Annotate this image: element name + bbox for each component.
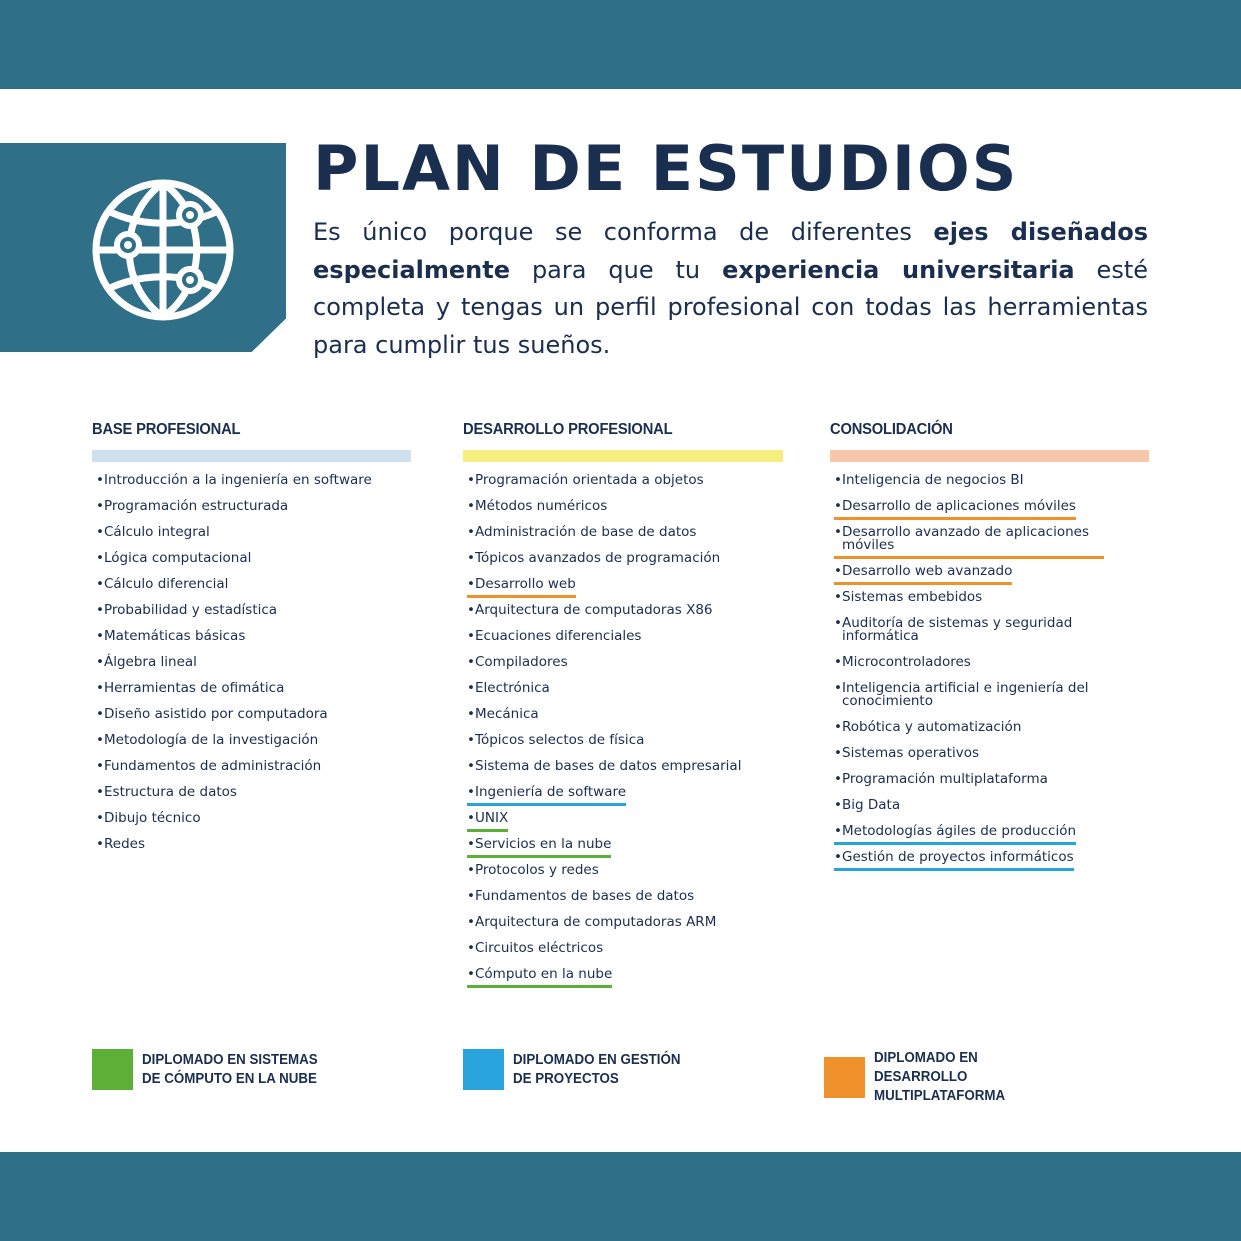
bullet-icon: • <box>467 784 475 800</box>
course-name: UNIX <box>475 810 509 826</box>
course-item <box>463 812 783 838</box>
course-item-wrap <box>467 630 641 647</box>
bullet-icon: • <box>467 914 475 930</box>
course-name: Electrónica <box>475 680 550 696</box>
course-item <box>92 682 411 708</box>
course-name: Matemáticas básicas <box>104 628 246 644</box>
course-name: Protocolos y redes <box>475 862 599 878</box>
course-item <box>830 747 1149 773</box>
course-name: Circuitos eléctricos <box>475 940 604 956</box>
course-item <box>92 760 411 786</box>
course-name: Lógica computacional <box>104 550 252 566</box>
bullet-icon: • <box>467 680 475 696</box>
course-name: Estructura de datos <box>104 784 237 800</box>
course-item-wrap <box>96 838 145 855</box>
column-consolidacion <box>830 421 1149 877</box>
intro-text: esté completa y tengas un perfil profesional con todas las herramientas para cumplir tus sueños. <box>313 255 1148 359</box>
bullet-icon: • <box>467 732 475 748</box>
course-name: Metodologías ágiles de producción <box>842 823 1077 839</box>
legend-item-proyectos <box>463 1049 713 1090</box>
intro-emphasis: ejes diseñados especialmente <box>313 218 1148 284</box>
bullet-icon: • <box>834 563 842 579</box>
course-name: Mecánica <box>475 706 539 722</box>
course-name: Cómputo en la nube <box>475 966 613 982</box>
course-item <box>830 656 1149 682</box>
course-item-wrap <box>834 851 1074 871</box>
course-item-wrap <box>834 656 971 673</box>
course-item-wrap <box>834 799 900 816</box>
course-name: Diseño asistido por computadora <box>104 706 328 722</box>
bullet-icon: • <box>96 732 104 748</box>
bullet-icon: • <box>834 797 842 813</box>
bullet-icon: • <box>834 472 842 488</box>
bullet-icon: • <box>467 810 475 826</box>
bullet-icon: • <box>834 680 842 696</box>
course-item <box>92 500 411 526</box>
course-item <box>830 851 1149 877</box>
bullet-icon: • <box>467 524 475 540</box>
course-item <box>92 734 411 760</box>
bullet-icon: • <box>96 524 104 540</box>
course-item <box>830 500 1149 526</box>
bullet-icon: • <box>467 862 475 878</box>
course-item-wrap <box>834 474 1024 491</box>
course-list <box>463 474 783 994</box>
course-item <box>830 591 1149 617</box>
column-desarrollo-profesional <box>463 421 783 994</box>
course-item <box>92 630 411 656</box>
course-item-wrap <box>96 734 318 751</box>
course-name: Redes <box>104 836 145 852</box>
legend-swatch-green <box>92 1049 133 1090</box>
course-name: Auditoría de sistemas y seguridad informática <box>842 615 1073 644</box>
bullet-icon: • <box>467 940 475 956</box>
bullet-icon: • <box>834 745 842 761</box>
course-item-wrap <box>96 578 228 595</box>
bullet-icon: • <box>467 836 475 852</box>
course-name: Metodología de la investigación <box>104 732 319 748</box>
course-name: Álgebra lineal <box>104 654 197 670</box>
course-name: Programación multiplataforma <box>842 771 1048 787</box>
course-name: Herramientas de ofimática <box>104 680 285 696</box>
legend-swatch-blue <box>463 1049 504 1090</box>
course-item-wrap <box>467 604 713 621</box>
course-item-wrap <box>834 773 1048 790</box>
course-item <box>92 708 411 734</box>
bullet-icon: • <box>96 680 104 696</box>
bullet-icon: • <box>834 589 842 605</box>
course-item <box>463 760 783 786</box>
course-item-wrap <box>834 617 1104 647</box>
bullet-icon: • <box>96 836 104 852</box>
course-item <box>92 656 411 682</box>
course-name: Cálculo diferencial <box>104 576 229 592</box>
course-name: Gestión de proyectos informáticos <box>842 849 1074 865</box>
course-name: Sistema de bases de datos empresarial <box>475 758 742 774</box>
legend-swatch-orange <box>824 1057 865 1098</box>
course-item-wrap <box>467 864 599 881</box>
bullet-icon: • <box>834 719 842 735</box>
bullet-icon: • <box>467 628 475 644</box>
course-item-wrap <box>96 812 201 829</box>
bullet-icon: • <box>467 966 475 982</box>
legend-label: DIPLOMADO EN DESARROLLO MULTIPLATAFORMA <box>874 1050 1006 1104</box>
bullet-icon: • <box>467 706 475 722</box>
course-name: Tópicos selectos de física <box>475 732 645 748</box>
legend-label: DIPLOMADO EN SISTEMAS DE CÓMPUTO EN LA NUBE <box>142 1051 318 1087</box>
course-item-wrap <box>467 500 607 517</box>
page-title: PLAN DE ESTUDIOS <box>313 132 1019 205</box>
course-item <box>463 786 783 812</box>
course-item <box>463 526 783 552</box>
bullet-icon: • <box>834 654 842 670</box>
column-title: CONSOLIDACIÓN <box>830 421 953 438</box>
course-item <box>463 890 783 916</box>
course-item-wrap <box>467 760 741 777</box>
course-name: Programación orientada a objetos <box>475 472 704 488</box>
course-item <box>830 617 1149 656</box>
course-item <box>463 916 783 942</box>
course-item-wrap <box>467 656 568 673</box>
course-item <box>463 604 783 630</box>
bullet-icon: • <box>834 498 842 514</box>
course-item <box>92 786 411 812</box>
course-item-wrap <box>834 526 1104 559</box>
course-name: Desarrollo avanzado de aplicaciones móviles <box>842 524 1089 553</box>
course-name: Compiladores <box>475 654 568 670</box>
bullet-icon: • <box>834 849 842 865</box>
bullet-icon: • <box>96 654 104 670</box>
course-item <box>92 474 411 500</box>
bottom-band <box>0 1152 1241 1241</box>
course-item-wrap <box>467 890 694 907</box>
course-item-wrap <box>96 786 237 803</box>
course-name: Dibujo técnico <box>104 810 201 826</box>
bullet-icon: • <box>96 498 104 514</box>
course-item-wrap <box>96 552 251 569</box>
bullet-icon: • <box>96 628 104 644</box>
course-item <box>463 500 783 526</box>
course-item <box>463 474 783 500</box>
course-item <box>830 825 1149 851</box>
course-item <box>830 799 1149 825</box>
course-item-wrap <box>834 682 1104 712</box>
course-list <box>830 474 1149 877</box>
course-item-wrap <box>96 526 210 543</box>
bullet-icon: • <box>467 576 475 592</box>
course-name: Ecuaciones diferenciales <box>475 628 642 644</box>
course-name: Servicios en la nube <box>475 836 612 852</box>
course-item-wrap <box>467 526 696 543</box>
course-item <box>463 968 783 994</box>
intro-emphasis: experiencia universitaria <box>722 255 1075 284</box>
course-item-wrap <box>96 604 277 621</box>
course-name: Programación estructurada <box>104 498 289 514</box>
course-item-wrap <box>96 500 288 517</box>
course-item <box>92 812 411 838</box>
course-item <box>92 552 411 578</box>
legend-item-multiplataforma <box>824 1049 1074 1106</box>
course-name: Sistemas operativos <box>842 745 979 761</box>
course-name: Desarrollo web avanzado <box>842 563 1013 579</box>
bullet-icon: • <box>96 550 104 566</box>
course-name: Ingeniería de software <box>475 784 627 800</box>
column-title: DESARROLLO PROFESIONAL <box>463 421 673 438</box>
bullet-icon: • <box>834 524 842 540</box>
course-item-wrap <box>467 786 626 806</box>
bullet-icon: • <box>834 771 842 787</box>
course-item-wrap <box>96 682 284 699</box>
bullet-icon: • <box>96 576 104 592</box>
column-accent-bar <box>463 450 783 462</box>
course-item-wrap <box>834 747 979 764</box>
column-base-profesional <box>92 421 411 864</box>
bullet-icon: • <box>96 810 104 826</box>
course-name: Arquitectura de computadoras X86 <box>475 602 713 618</box>
course-item <box>463 630 783 656</box>
course-item-wrap <box>467 968 612 988</box>
course-item-wrap <box>96 474 372 491</box>
course-item <box>830 721 1149 747</box>
course-item <box>830 526 1149 565</box>
course-item <box>463 656 783 682</box>
course-item-wrap <box>467 682 550 699</box>
column-accent-bar <box>830 450 1149 462</box>
bullet-icon: • <box>96 602 104 618</box>
course-item-wrap <box>96 630 245 647</box>
course-name: Inteligencia artificial e ingeniería del conocimiento <box>842 680 1089 709</box>
course-item <box>463 734 783 760</box>
course-item <box>463 838 783 864</box>
bullet-icon: • <box>834 823 842 839</box>
course-name: Probabilidad y estadística <box>104 602 278 618</box>
course-name: Métodos numéricos <box>475 498 608 514</box>
legend-label: DIPLOMADO EN GESTIÓN DE PROYECTOS <box>513 1051 681 1087</box>
bullet-icon: • <box>96 472 104 488</box>
course-name: Cálculo integral <box>104 524 210 540</box>
bullet-icon: • <box>96 784 104 800</box>
course-item <box>92 578 411 604</box>
top-band <box>0 0 1241 89</box>
globe-network-icon <box>88 175 238 325</box>
bullet-icon: • <box>96 706 104 722</box>
column-accent-bar <box>92 450 411 462</box>
course-item-wrap <box>834 565 1012 585</box>
bullet-icon: • <box>467 602 475 618</box>
course-name: Desarrollo de aplicaciones móviles <box>842 498 1076 514</box>
bullet-icon: • <box>467 550 475 566</box>
bullet-icon: • <box>834 615 842 631</box>
course-item-wrap <box>834 721 1021 738</box>
course-name: Tópicos avanzados de programación <box>475 550 721 566</box>
course-item-wrap <box>96 708 328 725</box>
course-name: Robótica y automatización <box>842 719 1022 735</box>
course-item-wrap <box>467 474 704 491</box>
bullet-icon: • <box>467 472 475 488</box>
course-list <box>92 474 411 864</box>
course-name: Arquitectura de computadoras ARM <box>475 914 717 930</box>
bullet-icon: • <box>467 758 475 774</box>
course-item <box>463 942 783 968</box>
course-name: Inteligencia de negocios BI <box>842 472 1024 488</box>
course-item <box>830 773 1149 799</box>
intro-text: Es único porque se conforma de diferentes <box>313 218 934 246</box>
intro-paragraph <box>313 214 1148 364</box>
course-item <box>92 838 411 864</box>
course-item-wrap <box>467 734 644 751</box>
legend-item-nube <box>92 1049 342 1090</box>
column-title: BASE PROFESIONAL <box>92 421 241 438</box>
course-item-wrap <box>467 942 603 959</box>
course-item <box>830 474 1149 500</box>
intro-text: para que tu <box>510 255 723 284</box>
course-item-wrap <box>467 838 611 858</box>
course-item <box>463 578 783 604</box>
course-item-wrap <box>467 812 508 832</box>
course-name: Microcontroladores <box>842 654 971 670</box>
bullet-icon: • <box>96 758 104 774</box>
course-name: Big Data <box>842 797 901 813</box>
course-item <box>463 552 783 578</box>
course-item <box>92 526 411 552</box>
bullet-icon: • <box>467 498 475 514</box>
course-item-wrap <box>467 552 720 569</box>
course-item <box>463 682 783 708</box>
course-item <box>463 864 783 890</box>
course-item <box>830 565 1149 591</box>
course-item-wrap <box>467 578 576 598</box>
course-item-wrap <box>834 500 1076 520</box>
course-name: Fundamentos de bases de datos <box>475 888 695 904</box>
icon-panel <box>0 143 286 352</box>
course-name: Introducción a la ingeniería en software <box>104 472 372 488</box>
course-name: Fundamentos de administración <box>104 758 322 774</box>
course-item-wrap <box>834 591 982 608</box>
course-name: Sistemas embebidos <box>842 589 983 605</box>
course-name: Desarrollo web <box>475 576 576 592</box>
course-item-wrap <box>96 760 321 777</box>
course-item-wrap <box>834 825 1076 845</box>
bullet-icon: • <box>467 888 475 904</box>
course-item-wrap <box>96 656 197 673</box>
course-item-wrap <box>467 708 539 725</box>
course-item <box>830 682 1149 721</box>
course-item <box>463 708 783 734</box>
course-name: Administración de base de datos <box>475 524 697 540</box>
course-item-wrap <box>467 916 716 933</box>
course-item <box>92 604 411 630</box>
bullet-icon: • <box>467 654 475 670</box>
